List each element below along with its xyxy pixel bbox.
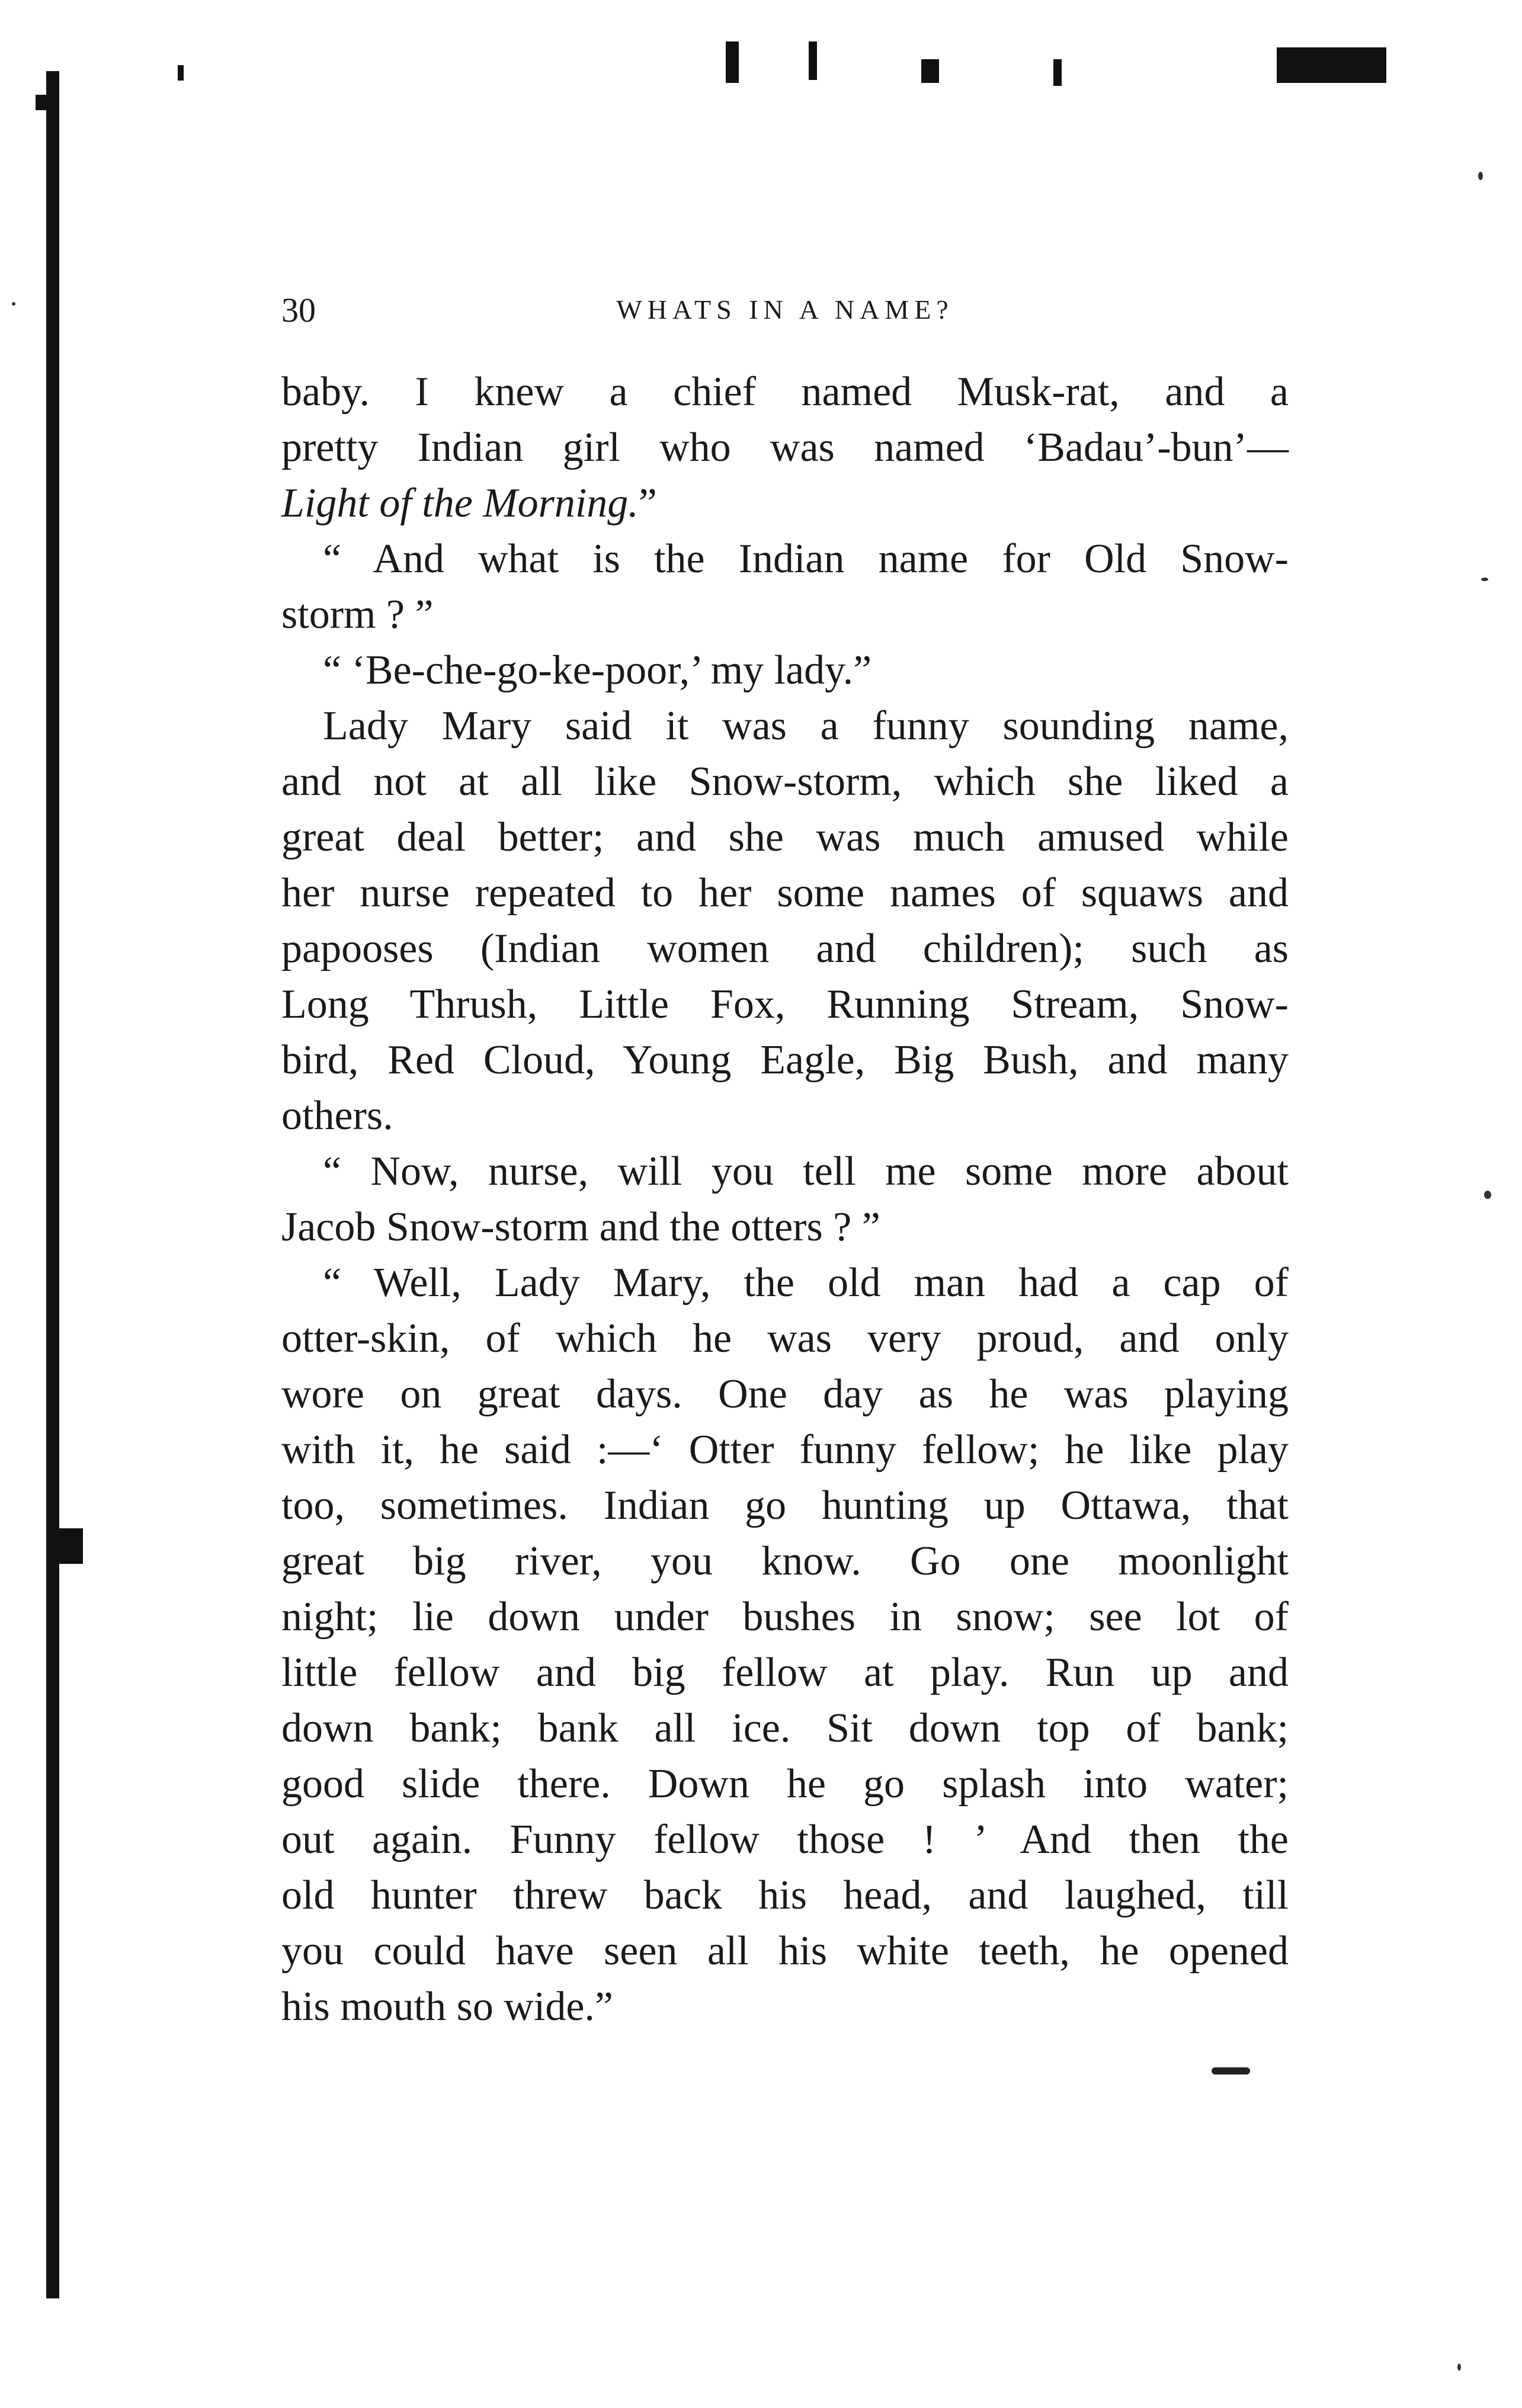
text-line: “ And what is the Indian name for Old Snow-: [323, 536, 1289, 582]
text-line: great deal better; and she was much amused while: [281, 815, 1289, 860]
text-line: “ Well, Lady Mary, the old man had a cap of: [323, 1260, 1289, 1306]
text-line: otter-skin, of which he was very proud, and only: [281, 1316, 1289, 1361]
page-number: 30: [281, 291, 316, 329]
text-line: down bank; bank all ice. Sit down top of bank;: [281, 1705, 1289, 1751]
scan-speck: [1478, 172, 1483, 180]
running-title: WHATS IN A NAME?: [616, 294, 954, 325]
binding-edge: [46, 71, 59, 2298]
scan-mark: [921, 59, 939, 83]
text-line: bird, Red Cloud, Young Eagle, Big Bush, and many: [281, 1037, 1289, 1083]
text-line: little fellow and big fellow at play. Run up and: [281, 1650, 1289, 1695]
text-line: “ Now, nurse, will you tell me some more about: [323, 1149, 1289, 1194]
scan-mark: [1277, 47, 1386, 83]
italic-phrase: Light of the Morning.: [281, 480, 639, 526]
text-line: Lady Mary said it was a funny sounding name,: [323, 703, 1289, 749]
text-line: baby. I knew a chief named Musk-rat, and a: [281, 369, 1289, 415]
scan-speck: [1457, 2364, 1461, 2371]
text-line: wore on great days. One day as he was playing: [281, 1371, 1289, 1417]
text-line: his mouth so wide.”: [281, 1984, 613, 2029]
scan-mark: [178, 65, 184, 81]
scan-speck: [1481, 578, 1488, 581]
text-line: Long Thrush, Little Fox, Running Stream, Snow-: [281, 982, 1289, 1027]
scan-mark: [809, 41, 817, 80]
text-line: out again. Funny fellow those ! ’ And then the: [281, 1817, 1289, 1862]
scan-mark: [1053, 59, 1062, 86]
binding-notch: [59, 1528, 83, 1564]
text-line: and not at all like Snow-storm, which she liked a: [281, 759, 1289, 804]
binding-notch: [36, 95, 47, 110]
text-line: you could have seen all his white teeth, he opened: [281, 1928, 1289, 1974]
text-line: Jacob Snow-storm and the otters ? ”: [281, 1204, 880, 1250]
text-line: [281, 476, 1289, 531]
text-line: with it, he said :—‘ Otter funny fellow; he like play: [281, 1427, 1289, 1473]
text-line: papooses (Indian women and children); such as: [281, 926, 1289, 971]
text-line: storm ? ”: [281, 592, 434, 637]
text-line: her nurse repeated to her some names of squaws and: [281, 870, 1289, 916]
text-line: good slide there. Down he go splash into water;: [281, 1761, 1289, 1807]
scan-speck: [1484, 1191, 1491, 1199]
closing-quote: ”: [638, 480, 657, 526]
text-line: old hunter threw back his head, and laughed, till: [281, 1872, 1289, 1918]
text-line: too, sometimes. Indian go hunting up Ottawa, that: [281, 1483, 1289, 1528]
text-line: pretty Indian girl who was named ‘Badau’-bun’—: [281, 425, 1289, 470]
text-line: “ ‘Be-che-go-ke-poor,’ my lady.”: [323, 647, 872, 693]
text-line: others.: [281, 1093, 393, 1139]
body-text: [281, 364, 1289, 2035]
scan-mark: [1212, 2067, 1250, 2074]
running-header: [281, 290, 1289, 338]
scan-speck: [12, 302, 15, 306]
scan-mark: [726, 41, 739, 83]
text-line: great big river, you know. Go one moonlight: [281, 1538, 1289, 1584]
text-line: night; lie down under bushes in snow; see lot of: [281, 1594, 1289, 1640]
